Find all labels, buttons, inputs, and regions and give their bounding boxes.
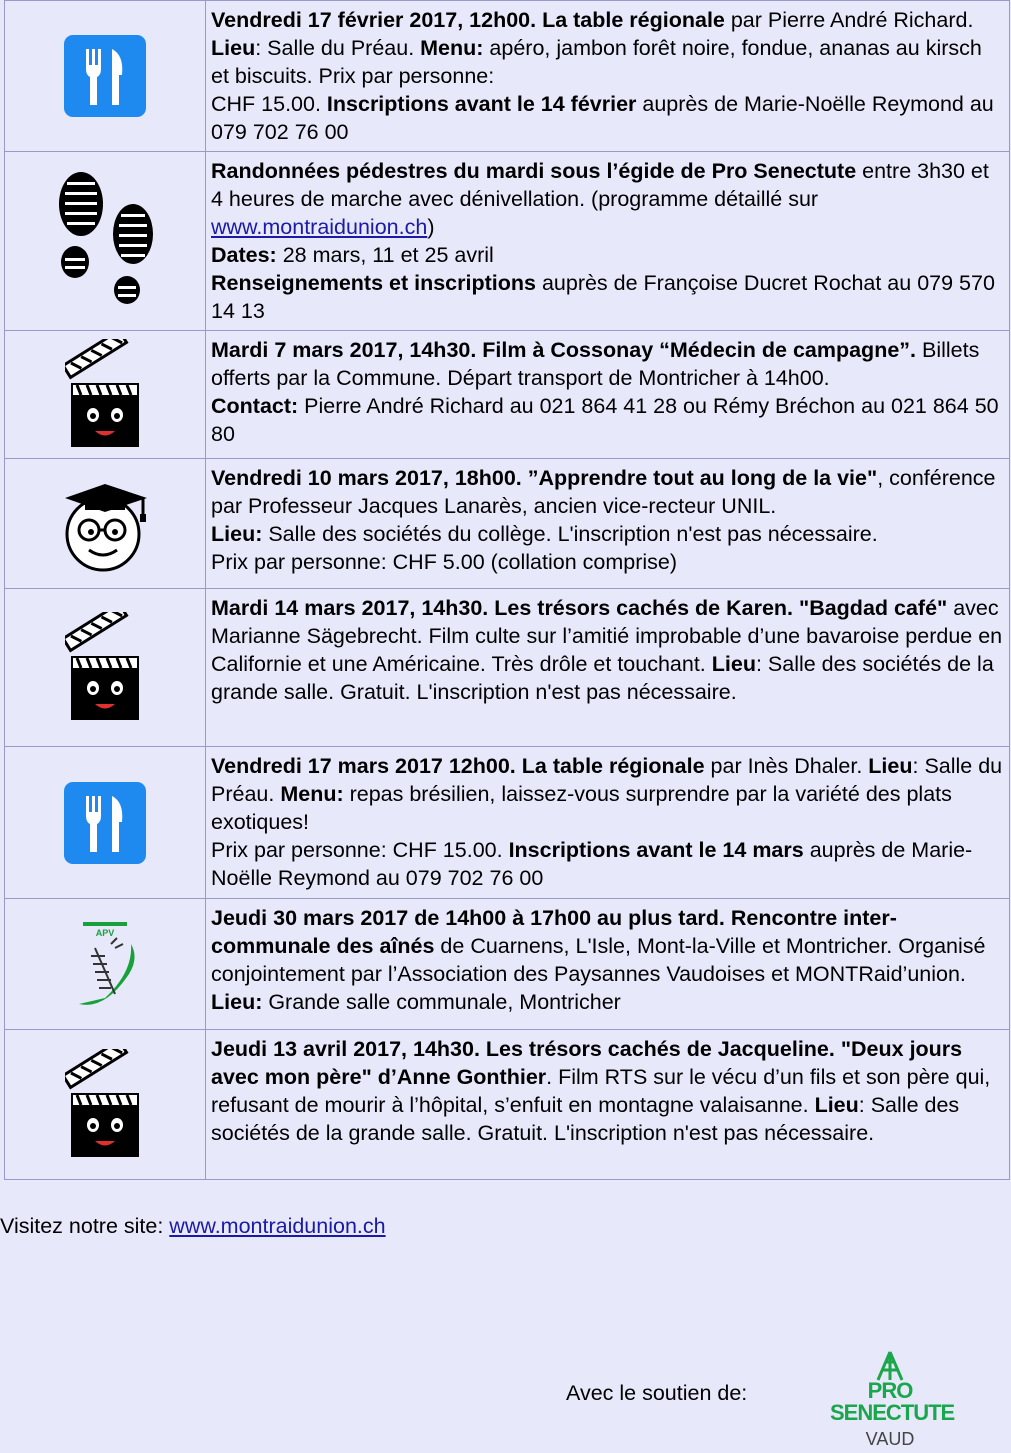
event-icon-cell — [5, 459, 206, 589]
event-description — [206, 747, 1010, 899]
event-row — [5, 1, 1010, 152]
event-paragraph — [211, 6, 1005, 90]
event-text: repas brésilien, laissez-vous surprendre par la variété des plats exotiques! — [211, 782, 952, 834]
visit-label: Visitez notre site: — [0, 1214, 170, 1238]
event-text: auprès de Françoise Ducret Rochat au 079 570 14 13 — [211, 271, 995, 323]
logo-line-3: VAUD — [865, 1429, 915, 1449]
event-text: avec Marianne Sägebrecht. Film culte sur l’amitié improbable d’une bavaroise perdue en Californie et une Américaine. Très drôle et touchant. — [211, 596, 1003, 676]
event-text: Pierre André Richard au 021 864 41 28 ou Rémy Bréchon au 021 864 50 80 — [211, 394, 999, 446]
event-bold-text: Jeudi 30 mars 2017 de 14h00 à 17h00 au plus tard. Rencontre inter-communale des aînés — [211, 906, 897, 958]
event-paragraph — [211, 269, 1005, 325]
pro-senectute-logo — [830, 1350, 955, 1450]
clapperboard-icon — [5, 612, 205, 724]
footprints-icon — [5, 166, 205, 316]
event-bold-text: Contact: — [211, 394, 299, 418]
graduate-face-icon — [5, 474, 205, 574]
event-description — [206, 152, 1010, 331]
event-paragraph — [211, 392, 1005, 448]
event-description — [206, 589, 1010, 747]
event-bold-text: Lieu — [814, 1093, 859, 1117]
events-table — [4, 0, 1010, 1180]
event-bold-text: Lieu — [868, 754, 913, 778]
event-icon-cell — [5, 152, 206, 331]
logo-line-1: PRO — [867, 1378, 913, 1403]
event-text: Prix par personne: CHF 15.00. — [211, 838, 509, 862]
event-row — [5, 459, 1010, 589]
event-text: par Pierre André Richard. — [724, 8, 974, 32]
event-bold-text: Menu: — [280, 782, 344, 806]
event-text: , conférence par Professeur Jacques Lanarès, ancien vice-recteur UNIL. — [211, 466, 996, 518]
event-icon-cell — [5, 589, 206, 747]
support-label: Avec le soutien de: — [566, 1381, 748, 1405]
event-row — [5, 1030, 1010, 1180]
event-bold-text: Mardi 7 mars 2017, 14h30. Film à Cossonay “Médecin de campagne”. — [211, 338, 917, 362]
event-bold-text: Inscriptions avant le 14 mars — [508, 838, 804, 862]
logo-line-2: SENECTUTE — [830, 1400, 955, 1425]
event-text: de Cuarnens, L'Isle, Mont-la-Ville et Montricher. Organisé conjointement par l’Association des Paysannes Vaudoises et MONTRaid’union. — [211, 934, 986, 986]
event-icon-cell — [5, 1, 206, 152]
event-bold-text: Lieu — [211, 36, 256, 60]
event-paragraph — [211, 464, 1005, 520]
event-bold-text: Vendredi 17 février 2017, 12h00. La table régionale — [211, 8, 725, 32]
event-paragraph — [211, 548, 1005, 576]
event-text: entre 3h30 et 4 heures de marche avec dénivellation. (programme détaillé sur — [211, 159, 989, 211]
event-text: apéro, jambon forêt noire, fondue, ananas au kirsch et biscuits. Prix par personne: — [211, 36, 982, 88]
event-row — [5, 331, 1010, 459]
event-paragraph — [211, 904, 1005, 1016]
event-text: Salle des sociétés du collège. L'inscription n'est pas nécessaire. — [262, 522, 878, 546]
event-bold-text: Renseignements et inscriptions — [211, 271, 536, 295]
event-bold-text: Jeudi 13 avril 2017, 14h30. Les trésors cachés de Jacqueline. "Deux jours avec mon père" d’Anne Gonthier — [211, 1037, 963, 1089]
fork-knife-icon — [5, 33, 205, 119]
event-text: : Salle des sociétés de la grande salle. Gratuit. L'inscription n'est pas nécessaire. — [211, 652, 994, 704]
event-text: . Film RTS sur le vécu d’un fils et son père qui, refusant de mourir à l’hôpital, s’enfuit en montagne valaisanne. — [211, 1065, 991, 1117]
events-body — [5, 1, 1010, 1180]
apv-logo-icon — [5, 914, 205, 1014]
event-text: par Inès Dhaler. — [704, 754, 869, 778]
footer-visit — [0, 1212, 386, 1240]
event-text: CHF 15.00. — [211, 92, 327, 116]
event-description — [206, 899, 1010, 1030]
event-text: Grande salle communale, Montricher — [262, 990, 621, 1014]
event-paragraph — [211, 594, 1005, 706]
website-link[interactable]: www.montraidunion.ch — [211, 215, 428, 239]
event-row — [5, 152, 1010, 331]
event-icon-cell — [5, 331, 206, 459]
event-icon-cell — [5, 1030, 206, 1180]
clapperboard-icon — [5, 339, 205, 451]
event-paragraph — [211, 336, 1005, 392]
event-description — [206, 331, 1010, 459]
event-bold-text: Menu: — [420, 36, 484, 60]
event-bold-text: Dates: — [211, 243, 277, 267]
event-text: ) — [427, 215, 435, 239]
event-row — [5, 589, 1010, 747]
event-bold-text: Vendredi 10 mars 2017, 18h00. ”Apprendre tout au long de la vie" — [211, 466, 878, 490]
event-bold-text: Mardi 14 mars 2017, 14h30. Les trésors cachés de Karen. "Bagdad café" — [211, 596, 948, 620]
event-bold-text: Inscriptions avant le 14 février — [326, 92, 637, 116]
event-bold-text: Lieu — [711, 652, 756, 676]
event-paragraph — [211, 836, 1005, 892]
event-icon-cell — [5, 899, 206, 1030]
event-text: Prix par personne: CHF 5.00 (collation comprise) — [211, 550, 678, 574]
clapperboard-icon — [5, 1049, 205, 1161]
event-bold-text: Lieu: — [211, 522, 263, 546]
event-bold-text: Vendredi 17 mars 2017 12h00. La table régionale — [211, 754, 705, 778]
event-icon-cell — [5, 747, 206, 899]
event-text: : Salle des sociétés de la grande salle. Gratuit. L'inscription n'est pas nécessaire. — [211, 1093, 960, 1145]
event-row — [5, 747, 1010, 899]
fork-knife-icon — [5, 780, 205, 866]
event-paragraph — [211, 1035, 1005, 1147]
event-text: : Salle du Préau. — [255, 36, 421, 60]
website-link[interactable]: www.montraidunion.ch — [169, 1214, 386, 1238]
event-bold-text: Lieu: — [211, 990, 263, 1014]
event-paragraph — [211, 90, 1005, 146]
event-paragraph — [211, 241, 1005, 269]
event-paragraph — [211, 157, 1005, 241]
event-text: auprès de Marie-Noëlle Reymond au 079 702 76 00 — [211, 92, 994, 144]
event-row — [5, 899, 1010, 1030]
event-description — [206, 1, 1010, 152]
event-text: : Salle du Préau. — [211, 754, 1003, 806]
event-description — [206, 1030, 1010, 1180]
event-description — [206, 459, 1010, 589]
event-bold-text: Randonnées pédestres du mardi sous l’égide de Pro Senectute — [211, 159, 857, 183]
event-text: auprès de Marie-Noëlle Reymond au 079 702 76 00 — [211, 838, 973, 890]
event-paragraph — [211, 520, 1005, 548]
svg-text:APV: APV — [95, 928, 115, 938]
event-paragraph — [211, 752, 1005, 836]
event-text: 28 mars, 11 et 25 avril — [276, 243, 494, 267]
event-text: Billets offerts par la Commune. Départ transport de Montricher à 14h00. — [211, 338, 980, 390]
